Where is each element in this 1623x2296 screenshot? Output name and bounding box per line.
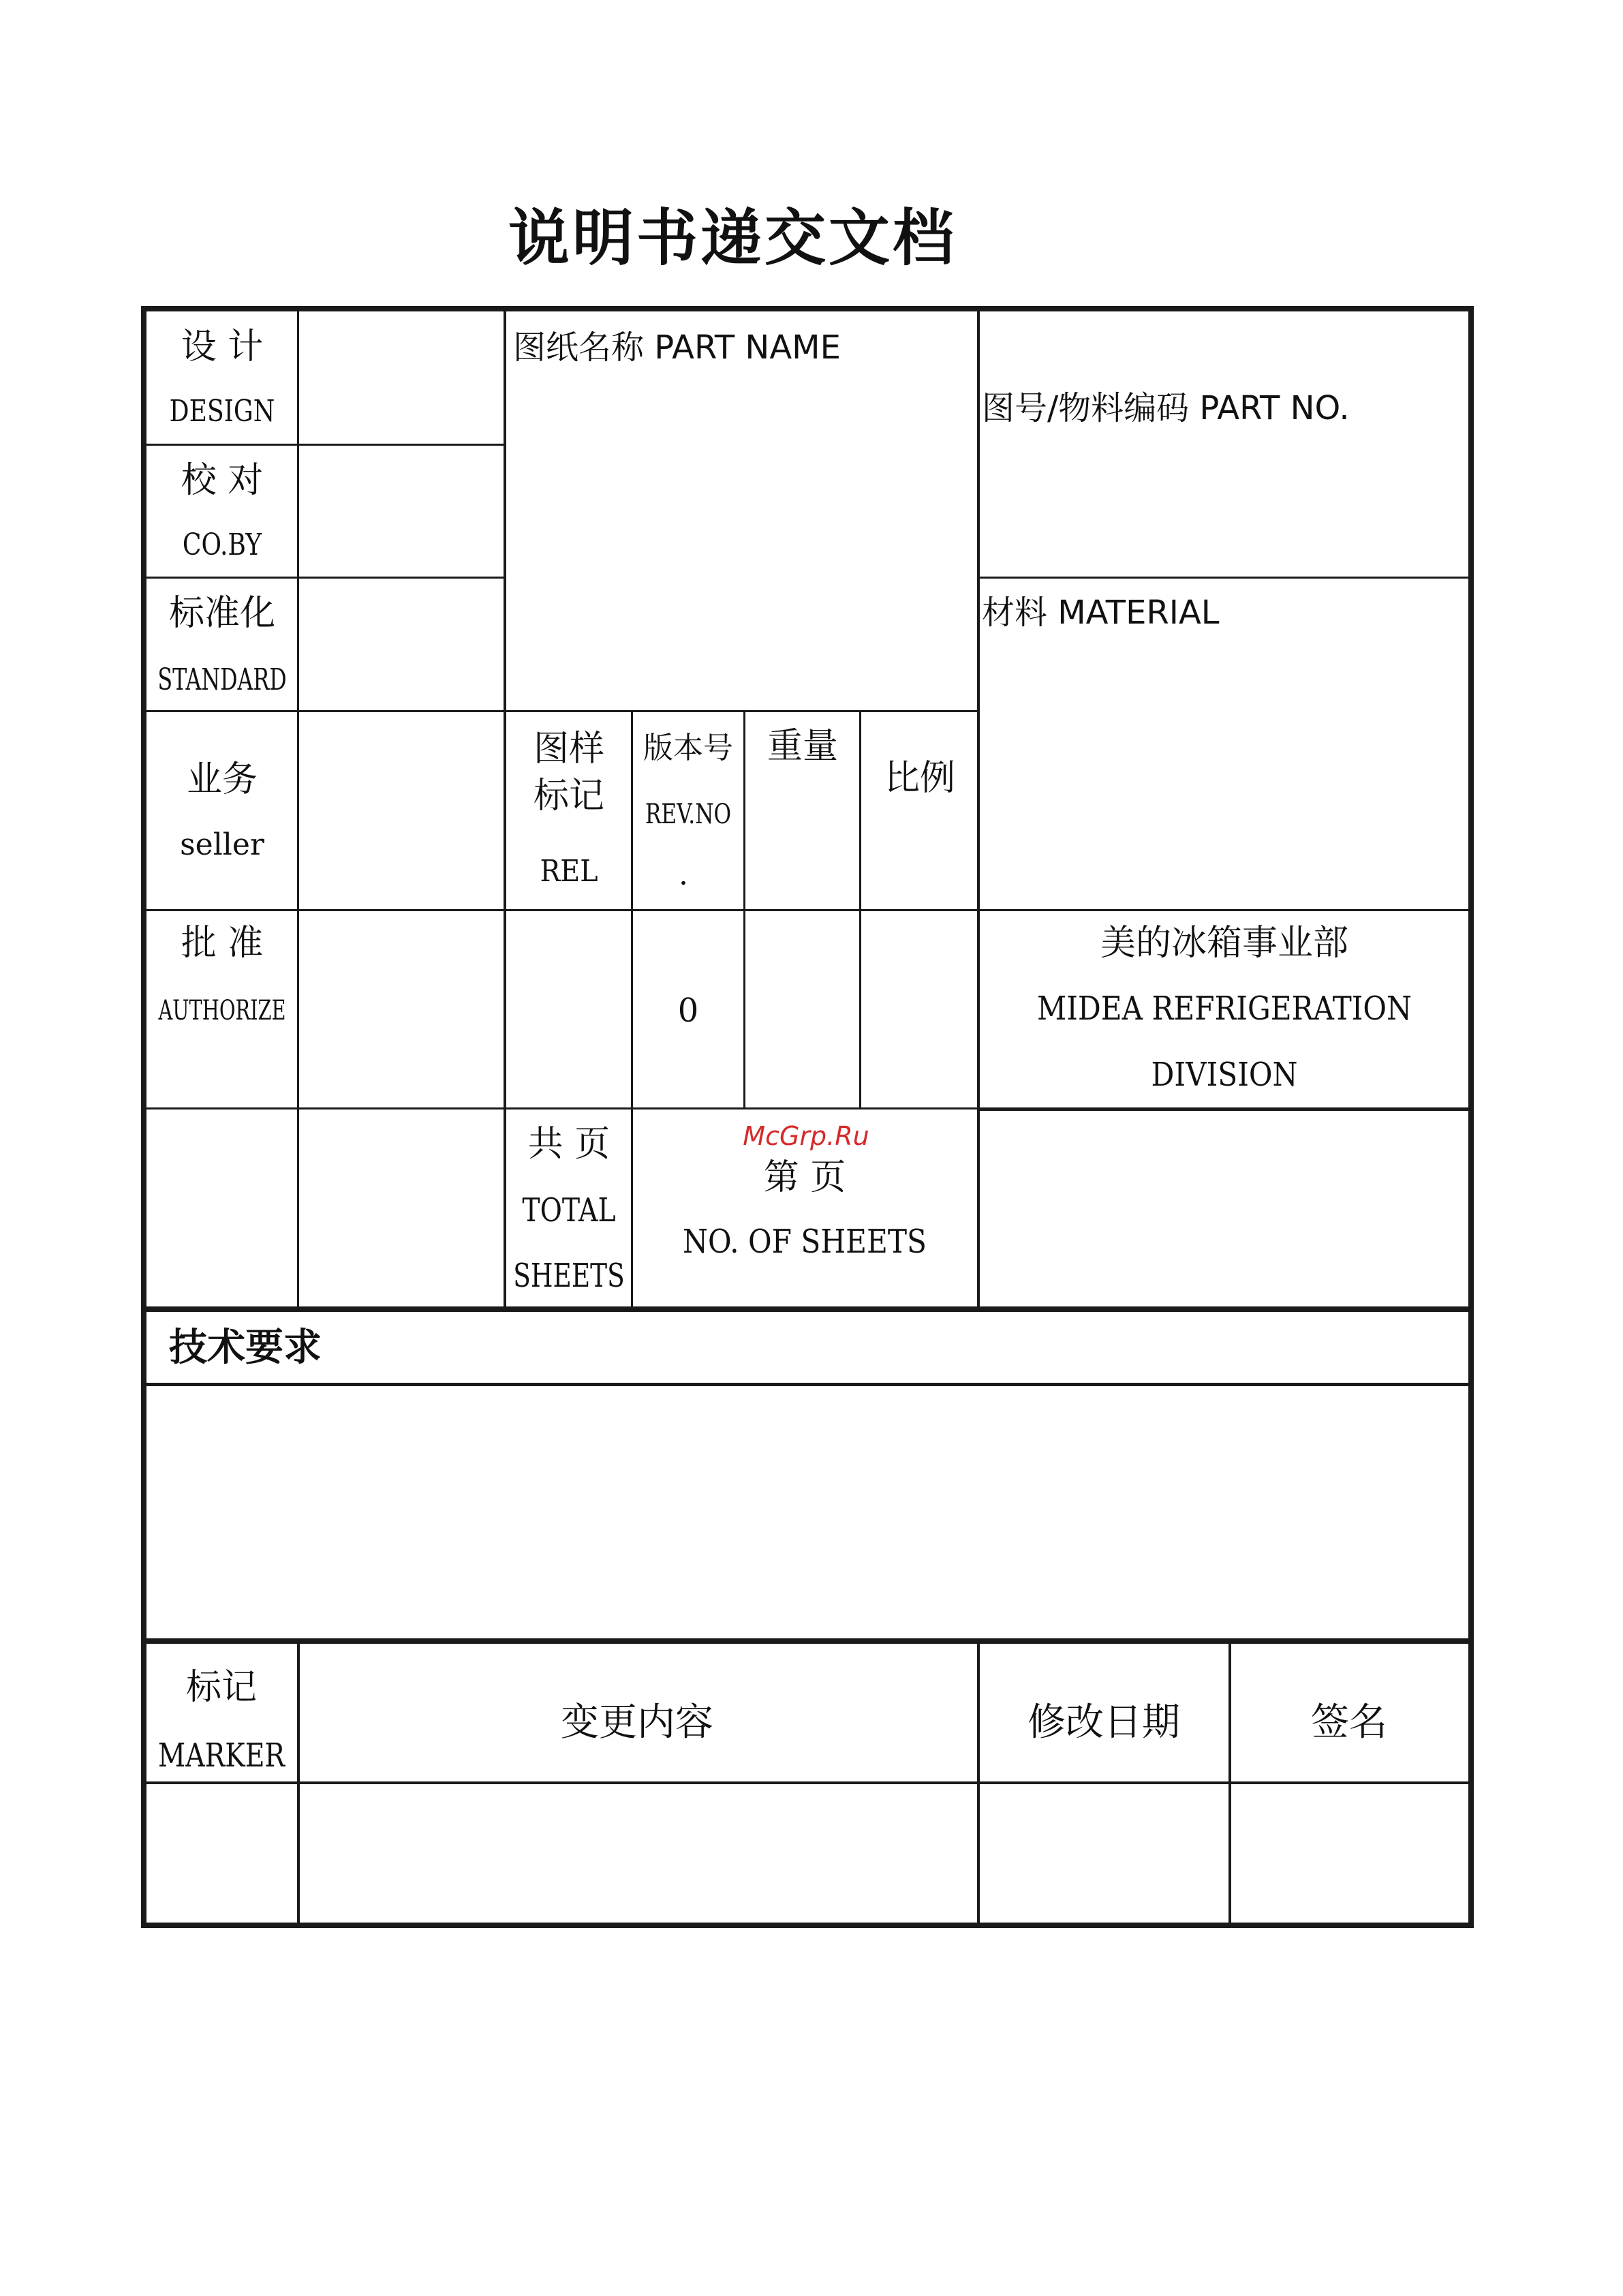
rev-label-dot: . (679, 857, 688, 892)
rel-label-cn-1: 图样 (533, 729, 605, 769)
design-label-en: DESIGN (169, 394, 275, 429)
standard-label-en: STANDARD (157, 662, 287, 697)
total-sheets-label-cn: 共 页 (527, 1124, 610, 1165)
watermark: McGrp.Ru (743, 1121, 869, 1151)
page-title: 说明书递交文档 (508, 202, 957, 274)
change-date-header: 修改日期 (1027, 1700, 1180, 1745)
seller-label-en: seller (180, 827, 264, 862)
weight-label: 重量 (767, 726, 839, 767)
check-label-cn: 校 对 (181, 460, 264, 501)
company-name-en-2: DIVISION (1151, 1056, 1298, 1094)
change-table-row (146, 1784, 1468, 1923)
rel-label-cn-2: 标记 (533, 776, 605, 816)
authorize-label-en: AUTHORIZE (158, 995, 286, 1026)
company-name-en-1: MIDEA REFRIGERATION (1036, 990, 1412, 1028)
change-content-header: 变更内容 (561, 1700, 713, 1745)
rev-label-cn: 版本号 (643, 731, 733, 765)
seller-label-cn: 业务 (186, 759, 258, 800)
scale-label: 比例 (884, 758, 956, 799)
design-label-cn: 设 计 (181, 326, 264, 367)
part-name-label: 图纸名称 PART NAME (513, 328, 841, 367)
total-sheets-label-en-1: TOTAL (522, 1191, 616, 1229)
signature-header: 签名 (1311, 1700, 1387, 1745)
rev-value: 0 (677, 992, 699, 1030)
rev-label-en: REV.NO (645, 799, 732, 830)
sheet-number-label-cn: 第 页 (763, 1157, 846, 1198)
marker-label-cn: 标记 (185, 1667, 258, 1708)
marker-label-en: MARKER (157, 1736, 285, 1775)
standard-label-cn: 标准化 (168, 593, 276, 634)
authorize-label-cn: 批 准 (181, 923, 264, 964)
technical-requirements-label: 技术要求 (169, 1326, 322, 1370)
technical-requirements-content (146, 1386, 1468, 1638)
sheet-number-label-en: NO. OF SHEETS (683, 1223, 927, 1261)
check-label-en: CO.BY (182, 527, 262, 562)
part-no-label: 图号/物料编码 PART NO. (982, 389, 1350, 427)
material-label: 材料 MATERIAL (982, 594, 1220, 632)
total-sheets-label-en-2: SHEETS (513, 1257, 625, 1295)
company-name-cn: 美的冰箱事业部 (1100, 923, 1349, 964)
rel-label-en: REL (540, 854, 598, 889)
